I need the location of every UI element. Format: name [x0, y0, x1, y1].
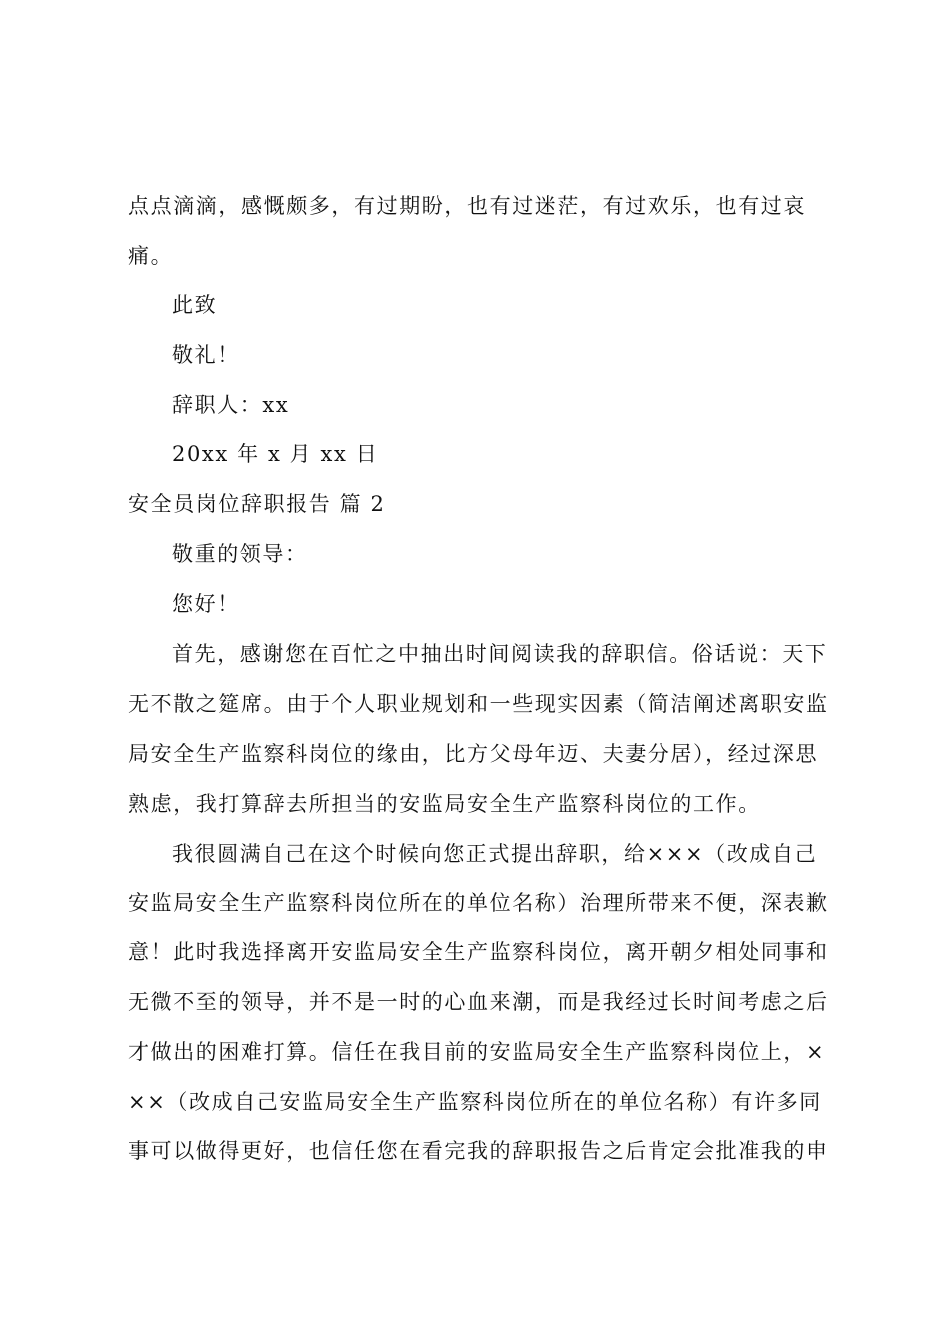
signature-line: 辞职人：xx — [172, 393, 290, 417]
greeting-hello: 您好！ — [172, 592, 240, 616]
text-line: 痛。 — [128, 244, 174, 268]
section-title: 安全员岗位辞职报告 篇 2 — [128, 492, 386, 516]
date-line: 20xx 年 x 月 xx 日 — [172, 442, 379, 466]
text-line: 无微不至的领导，并不是一时的心血来潮，而是我经过长时间考虑之后 — [128, 990, 829, 1014]
text-line: 局安全生产监察科岗位的缘由，比方父母年迈、夫妻分居），经过深思 — [128, 742, 819, 766]
text-line: 首先，感谢您在百忙之中抽出时间阅读我的辞职信。俗话说：天下 — [172, 642, 828, 666]
text-line: 事可以做得更好，也信任您在看完我的辞职报告之后肯定会批准我的申 — [128, 1139, 829, 1163]
text-line: 点点滴滴，感慨颇多，有过期盼，也有过迷茫，有过欢乐，也有过哀 — [128, 194, 806, 218]
text-line: ××（改成自己安监局安全生产监察科岗位所在的单位名称）有许多同 — [128, 1090, 822, 1114]
closing-regards: 敬礼！ — [172, 343, 240, 367]
text-line: 熟虑，我打算辞去所担当的安监局安全生产监察科岗位的工作。 — [128, 792, 761, 816]
text-line: 才做出的困难打算。信任在我目前的安监局安全生产监察科岗位上，× — [128, 1040, 826, 1064]
text-line: 意！此时我选择离开安监局安全生产监察科岗位，离开朝夕相处同事和 — [128, 940, 829, 964]
text-line: 无不散之筵席。由于个人职业规划和一些现实因素（简洁阐述离职安监 — [128, 692, 829, 716]
text-line: 安监局安全生产监察科岗位所在的单位名称）治理所带来不便，深表歉 — [128, 891, 829, 915]
closing-salutation: 此致 — [172, 293, 218, 317]
text-line: 我很圆满自己在这个时候向您正式提出辞职，给×××（改成自己 — [172, 842, 818, 866]
greeting: 敬重的领导： — [172, 542, 308, 566]
